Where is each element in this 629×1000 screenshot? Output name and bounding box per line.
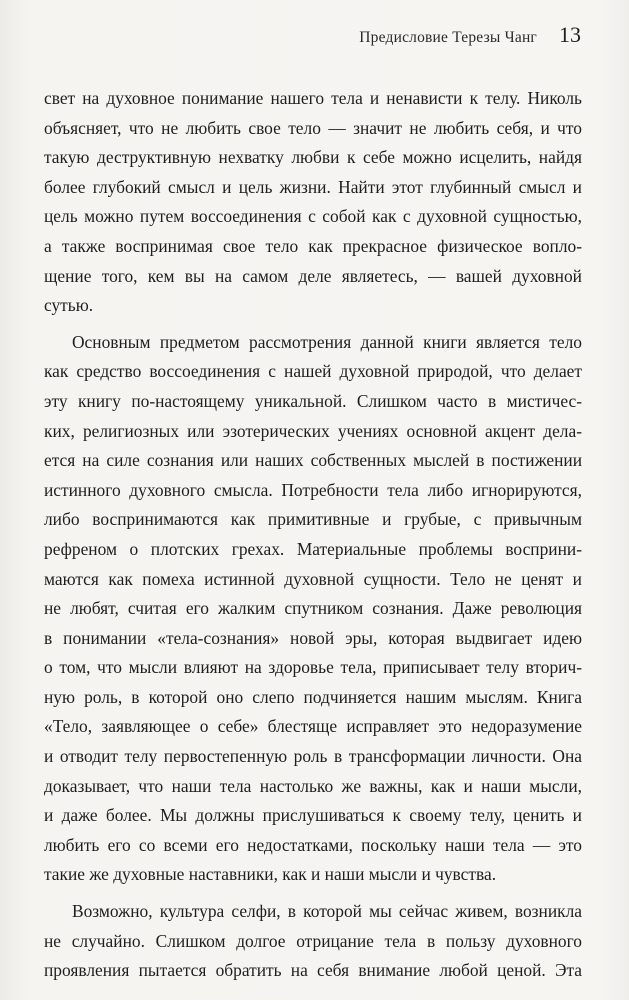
text-line: рефреном о плотских грехах. Материальные проблемы восприни- <box>44 538 582 559</box>
text-line: как средство воссоединения с нашей духовной природой, что делает <box>44 361 582 382</box>
text-line: объясняет, что не любить свое тело — значит не любить себя, и что <box>44 117 582 138</box>
text-line: истинного духовного смысла. Потребности тела либо игнорируются, <box>44 479 582 500</box>
text-line: доказывает, что наши тела настолько же важны, как и наши мысли, <box>44 775 582 796</box>
page-number: 13 <box>559 22 581 47</box>
text-line: сутью. <box>44 295 94 316</box>
text-line: ется на силе сознания или наших собственных мыслей в постижении <box>44 450 582 471</box>
text-line: а также воспринимая свое тело как прекрасное физическое вопло- <box>44 235 582 256</box>
running-title: Предисловие Терезы Чанг <box>359 29 537 46</box>
paragraph-3 <box>44 897 582 986</box>
text-line: щение того, кем вы на самом деле являетесь, — вашей духовной <box>44 265 582 286</box>
text-line: проявления пытается обратить на себя внимание любой ценой. Эта <box>44 960 582 981</box>
text-line: ную роль, в которой оно слепо подчиняется нашим мыслям. Книга <box>44 686 582 707</box>
text-line: не любят, считая его жалким спутником сознания. Даже революция <box>44 598 582 619</box>
text-line: в понимании «тела-сознания» новой эры, которая выдвигает идею <box>44 627 582 648</box>
text-line: любить его со всеми его недостатками, поскольку наши тела — это <box>44 834 582 855</box>
text-line: Возможно, культура селфи, в которой мы сейчас живем, возникла <box>72 901 582 922</box>
text-line: и отводит телу первостепенную роль в трансформации личности. Она <box>44 746 582 767</box>
text-line: свет на духовное понимание нашего тела и ненависти к телу. Николь <box>44 88 582 108</box>
text-line: о том, что мысли влияют на здоровье тела, приписывает телу вторич- <box>44 657 582 678</box>
text-line: такие же духовные наставники, как и наши мысли и чувства. <box>44 864 497 885</box>
text-line: эту книгу по-настоящему уникальной. Слишком часто в мистичес- <box>44 390 582 411</box>
text-line: такую деструктивную нехватку любви к себе можно исцелить, найдя <box>44 147 582 168</box>
text-line: либо воспринимаются как примитивные и грубые, с привычным <box>44 509 582 530</box>
text-line: «Тело, заявляющее о себе» блестяще исправляет это недоразумение <box>44 716 582 737</box>
paragraph-2 <box>44 328 582 890</box>
text-line: ких, религиозных или эзотерических учениях основной акцент дела- <box>44 420 582 441</box>
text-line: маются как помеха истинной духовной сущности. Тело не ценят и <box>44 568 582 589</box>
text-line: и даже более. Мы должны прислушиваться к своему телу, ценить и <box>44 805 582 826</box>
text-line: Основным предметом рассмотрения данной книги является тело <box>72 331 582 352</box>
running-head <box>359 22 581 48</box>
paragraph-1 <box>44 84 582 321</box>
body-text <box>44 84 582 993</box>
text-line: более глубокий смысл и цель жизни. Найти этот глубинный смысл и <box>44 176 582 197</box>
text-line: цель можно путем воссоединения с собой как с духовной сущностью, <box>44 206 582 227</box>
text-line: не случайно. Слишком долгое отрицание тела в пользу духовного <box>44 930 582 951</box>
